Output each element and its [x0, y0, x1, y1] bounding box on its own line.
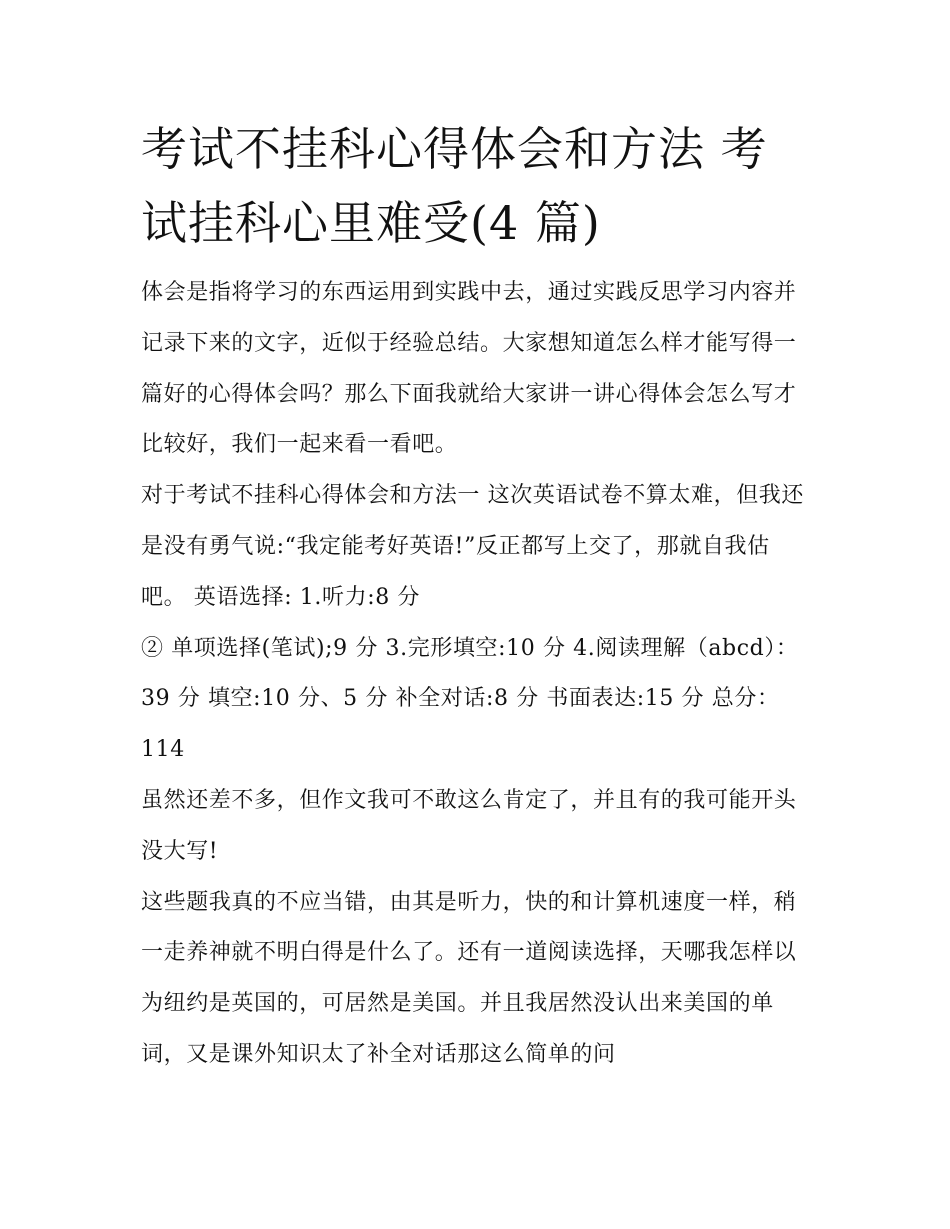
paragraph-exam-estimate: 对于考试不挂科心得体会和方法一 这次英语试卷不算太难，但我还是没有勇气说:“我定能考好英语!”反正都写上交了，那就自我估吧。 英语选择: 1.听力:8 分	[141, 483, 804, 610]
paragraph-composition-doubt: 虽然还差不多，但作文我可不敢这么肯定了，并且有的我可能开头没大写!	[141, 787, 797, 864]
paragraph-mistakes: 这些题我真的不应当错，由其是听力，快的和计算机速度一样，稍一走养神就不明白得是什么了。还有一道阅读选择，天哪我怎样以为纽约是英国的，可居然是美国。并且我居然没认出来美国的单词，又是课外知识太了补全对话那这么简单的问	[141, 889, 797, 1067]
document-content	[141, 112, 813, 1081]
paragraph-score-breakdown: ② 单项选择(笔试);9 分 3.完形填空:10 分 4.阅读理解（abcd）：39 分 填空:10 分、5 分 补全对话:8 分 书面表达:15 分 总分：114	[141, 635, 799, 763]
title-block	[141, 112, 813, 260]
document-title: 考试不挂科心得体会和方法 考试挂科心里难受(4 篇)	[141, 122, 768, 250]
paragraph-intro: 体会是指将学习的东西运用到实践中去，通过实践反思学习内容并记录下来的文字，近似于经验总结。大家想知道怎么样才能写得一篇好的心得体会吗？那么下面我就给大家讲一讲心得体会怎么写才比较好，我们一起来看一看吧。	[141, 280, 797, 458]
